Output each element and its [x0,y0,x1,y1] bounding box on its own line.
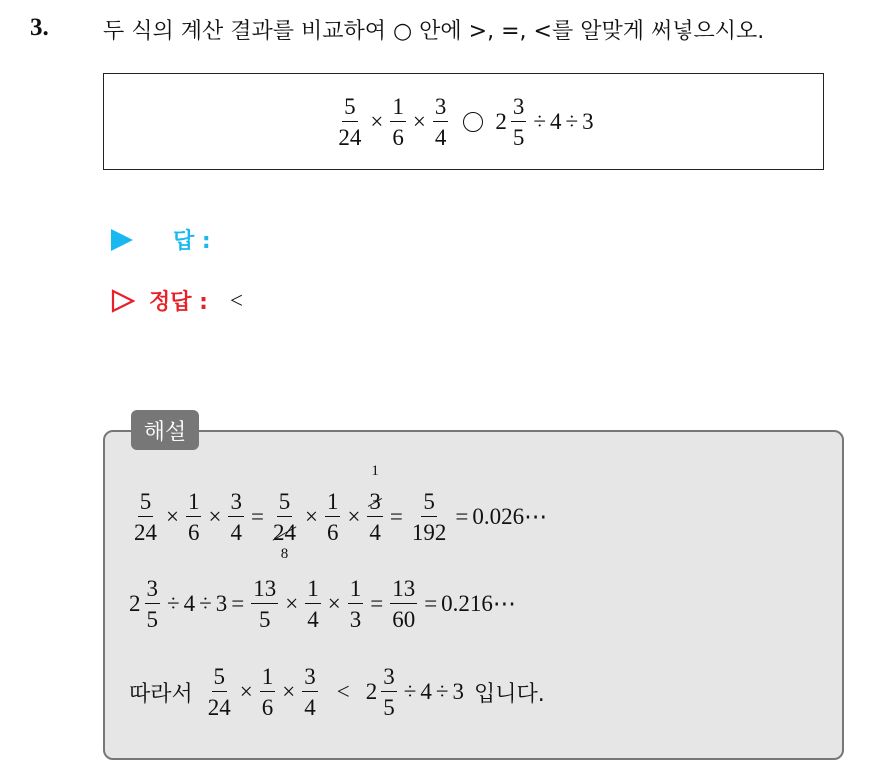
mixed-whole: 2 [495,108,507,134]
outline-arrow-icon [111,289,135,313]
correct-answer-value: < [229,287,243,313]
answer-row [111,224,211,255]
play-arrow-icon [111,229,133,251]
divide-sign: ÷ [565,108,579,134]
times-sign: × [370,108,384,134]
fraction: $\frac{3}{4}$ [434,93,447,150]
solution-tab: 해설 [131,410,199,450]
cancelled-number: 3 1 [369,463,381,514]
question-number: 3. [30,14,49,41]
answer-label: 답 : [173,229,211,254]
problem-expression [333,95,593,149]
fraction: $\frac{3}{5}$ [512,93,525,150]
correct-answer-label: 정답 : [149,290,208,315]
fraction: $\frac{5}{24}$ [338,93,362,150]
solution-line-3: 따라서 $\frac{5}{24}$ × $\frac{1}{6}$ × $\frac{3}{4}$ < 2 $\frac{3}{5}$ ÷ 4 ÷ 3 입니다. [129,664,545,720]
solution-line-2: 2 $\frac{3}{5}$ ÷ 4 ÷ 3 = $\frac{13}{5}$ × $\frac{1}{4}$ × $\frac{1}{3}$ = $\frac{13}{60}$ = 0.216⋯ [129,576,516,632]
solution-line-1: $\frac{5}{24}$ × $\frac{1}{6}$ × $\frac{3}{4}$ = 5 24 8 × $\frac{1}{6}$ × 3 1 4 = $\frac{5}{192}$ = 0.026⋯ [134,463,548,562]
question-text: 두 식의 계산 결과를 비교하여 ○ 안에 >, =, <를 알맞게 써넣으시오. [103,19,765,44]
number: 3 [582,108,594,134]
cancelled-number: 24 8 [272,520,296,562]
correct-answer-row [111,285,243,316]
divide-sign: ÷ [533,108,546,134]
blank-circle-icon[interactable] [463,112,483,132]
solution-box [103,430,844,760]
number: 4 [549,108,562,134]
problem-box [103,73,824,170]
times-sign: × [412,108,426,134]
fraction: $\frac{1}{6}$ [392,93,404,150]
